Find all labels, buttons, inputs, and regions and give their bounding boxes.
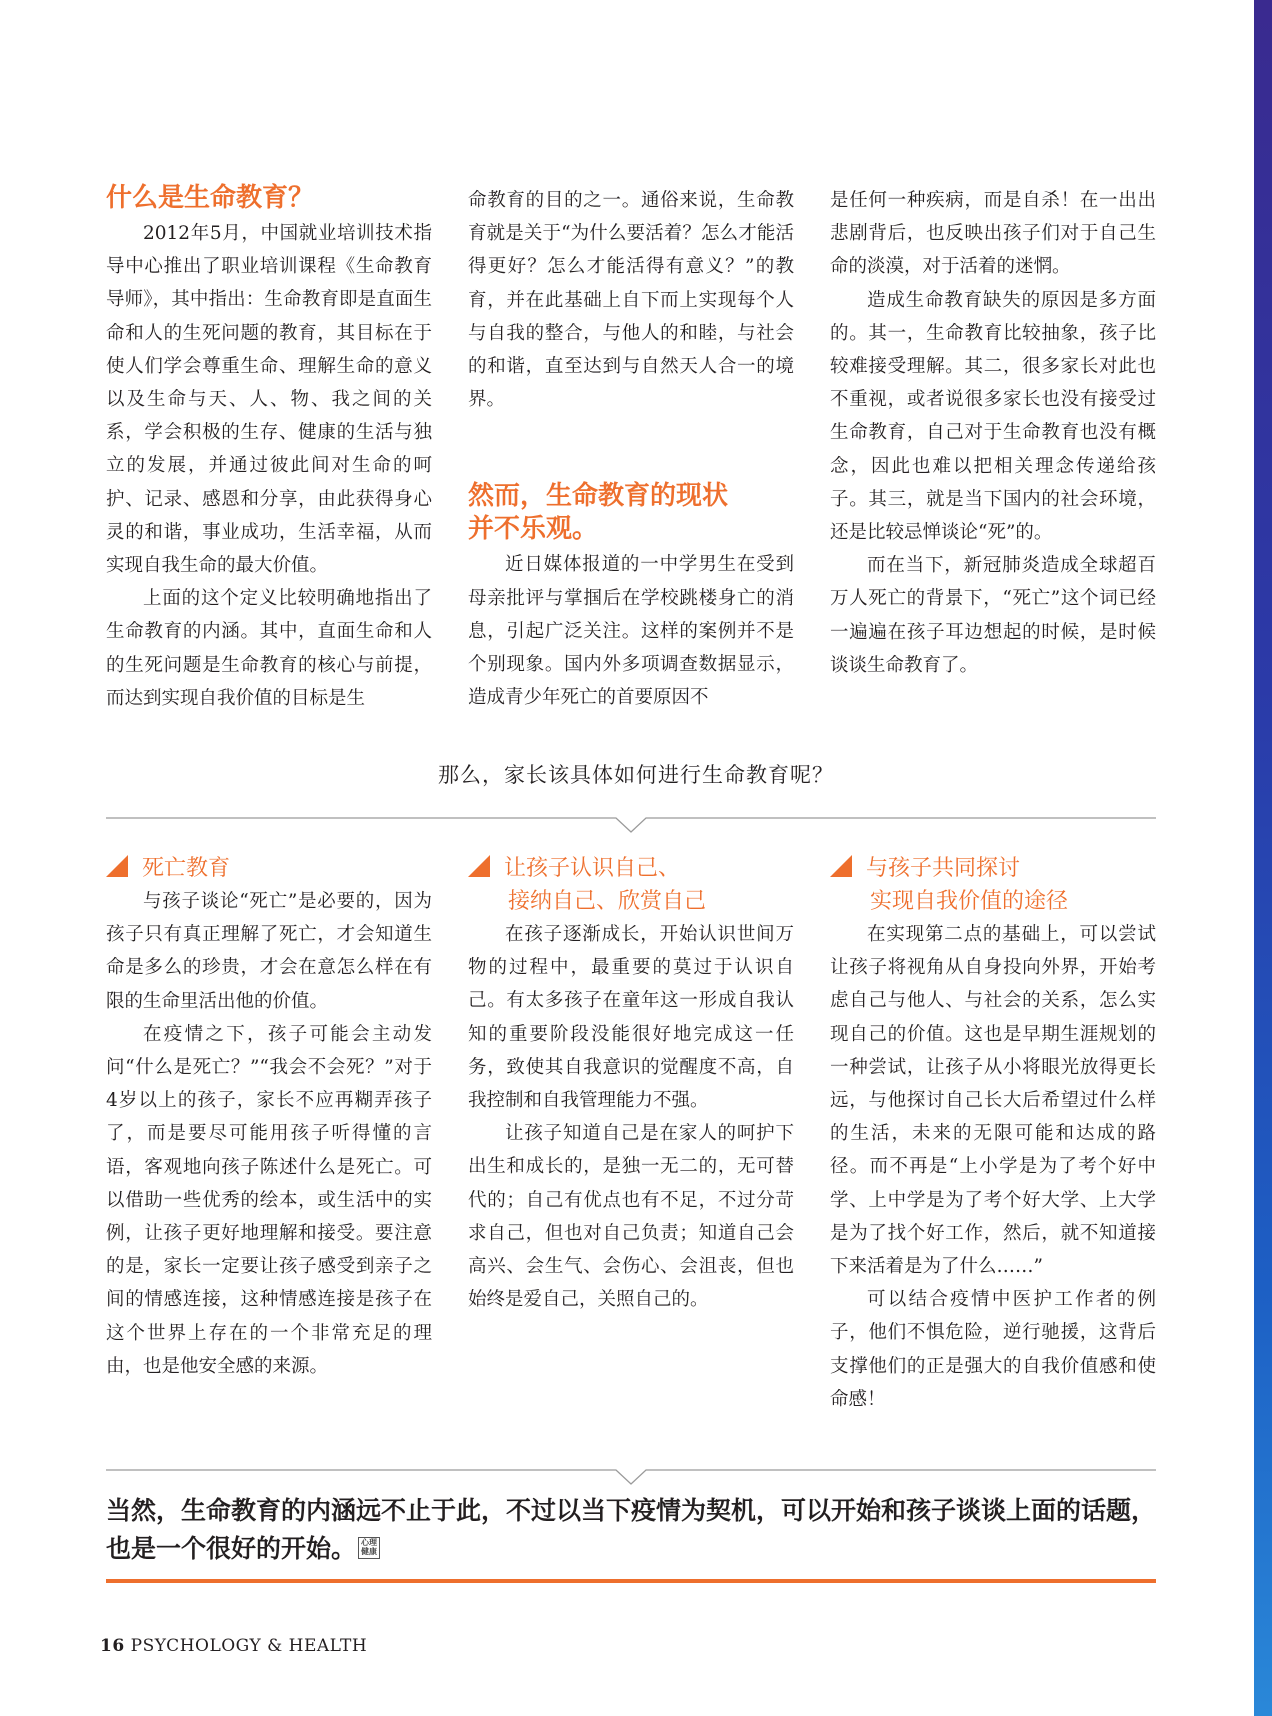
paragraph: 在实现第二点的基础上，可以尝试让孩子将视角从自身投向外界，开始考虑自己与他人、与社会的关系，怎么实现自己的价值。这也是早期生涯规划的一种尝试，让孩子从小将眼光放得更长远，与他探讨自己长大后希望过什么样的生活，未来的无限可能和达成的路径。而不再是“上小学是为了考个好中学、上中学是为了考个好大学、上大学是为了找个好工作，然后，就不知道接下来活着是为了什么……” [830,924,1156,1278]
divider-with-pointer [106,810,1156,840]
tip-title-line2: 接纳自己、欣赏自己 [508,889,707,914]
magazine-name: PSYCHOLOGY & HEALTH [130,1636,368,1656]
triangle-bullet-icon [468,855,490,877]
paragraph: 造成生命教育缺失的原因是多方面的。其一，生命教育比较抽象，孩子比较难接受理解。其二，很多家长对此也不重视，或者说很多家长也没有接受过生命教育，自己对于生命教育也没有概念，因此也难以把相关理念传递给孩子。其三，就是当下国内的社会环境，还是比较忌惮谈论“死”的。 [830,289,1156,544]
column-1 [106,182,432,715]
closing-text: 当然，生命教育的内涵远不止于此，不过以当下疫情为契机，可以开始和孩子谈谈上面的话题，也是一个很好的开始。 [106,1496,1157,1563]
tip-title-line2: 实现自我价值的途径 [870,889,1069,914]
end-seal-icon: 心理健康 [358,1537,380,1559]
side-color-bar [1254,0,1272,1716]
section-heading-status-line1: 然而，生命教育的现状 [468,481,729,512]
tip-title-text: 让孩子认识自己、 [504,856,681,881]
column-3 [830,184,1156,682]
triangle-bullet-icon [106,855,128,877]
section-heading-status-line2: 并不乐观。 [468,514,599,545]
paragraph: 在孩子逐渐成长，开始认识世间万物的过程中，最重要的莫过于认识自己。有太多孩子在童年这一形成自我认知的重要阶段没能很好地完成这一任务，致使其自我意识的觉醒度不高，自我控制和自我管理能力不强。 [468,924,794,1112]
closing-statement [106,1492,1156,1568]
tip-title [468,852,794,885]
tip-death-education [106,852,432,1383]
tip-know-yourself [468,852,794,1316]
paragraph: 近日媒体报道的一中学男生在受到母亲批评与掌掴后在学校跳楼身亡的消息，引起广泛关注。这样的案例并不是个别现象。国内外多项调查数据显示，造成青少年死亡的首要原因不 [468,554,794,709]
tip-title [106,852,432,885]
tip-title-text: 死亡教育 [142,856,231,881]
paragraph: 2012年5月，中国就业培训技术指导中心推出了职业培训课程《生命教育导师》，其中指出：生命教育即是直面生命和人的生死问题的教育，其目标在于使人们学会尊重生命、理解生命的意义以及生命与天、人、物、我之间的关系，学会积极的生存、健康的生活与独立的发展，并通过彼此间对生命的呵护、记录、感恩和分享，由此获得身心灵的和谐，事业成功，生活幸福，从而实现自我生命的最大价值。 [106,223,432,577]
divider-with-pointer-bottom [106,1462,1156,1492]
paragraph: 而在当下，新冠肺炎造成全球超百万人死亡的背景下，“死亡”这个词已经一遍遍在孩子耳边想起的时候，是时候谈谈生命教育了。 [830,555,1156,676]
triangle-bullet-icon [830,855,852,877]
paragraph: 命教育的目的之一。通俗来说，生命教育就是关于“为什么要活着？怎么才能活得更好？怎么才能活得有意义？”的教育，并在此基础上自下而上实现每个人与自我的整合，与他人的和睦，与社会的和谐，直至达到与自然天人合一的境界。 [468,190,794,411]
tip-title [830,852,1156,885]
section-heading-what-is-life-education: 什么是生命教育？ [106,183,315,213]
paragraph: 让孩子知道自己是在家人的呵护下出生和成长的，是独一无二的，无可替代的；自己有优点也有不足，不过分苛求自己，但也对自己负责；知道自己会高兴、会生气、会伤心、会沮丧，但也始终是爱自己，关照自己的。 [468,1123,794,1311]
paragraph: 是任何一种疾病，而是自杀！在一出出悲剧背后，也反映出孩子们对于自己生命的淡漠，对于活着的迷惘。 [830,190,1156,278]
tip-title-text: 与孩子共同探讨 [866,856,1021,881]
column-2 [468,184,794,714]
paragraph: 可以结合疫情中医护工作者的例子，他们不惧危险，逆行驰援，这背后支撑他们的正是强大的自我价值感和使命感！ [830,1289,1156,1410]
question-heading: 那么，家长该具体如何进行生命教育呢？ [438,763,834,787]
tip-self-value [830,852,1156,1416]
page-number: 16 [100,1636,125,1656]
bottom-orange-rule [106,1579,1156,1583]
paragraph: 上面的这个定义比较明确地指出了生命教育的内涵。其中，直面生命和人的生死问题是生命教育的核心与前提，而达到实现自我价值的目标是生 [106,588,432,709]
paragraph: 在疫情之下，孩子可能会主动发问“什么是死亡？”“我会不会死？”对于4岁以上的孩子，家长不应再糊弄孩子了，而是要尽可能用孩子听得懂的言语，客观地向孩子陈述什么是死亡。可以借助一些优秀的绘本，或生活中的实例，让孩子更好地理解和接受。要注意的是，家长一定要让孩子感受到亲子之间的情感连接，这种情感连接是孩子在这个世界上存在的一个非常充足的理由，也是他安全感的来源。 [106,1023,432,1377]
paragraph: 与孩子谈论“死亡”是必要的，因为孩子只有真正理解了死亡，才会知道生命是多么的珍贵，才会在意怎么样在有限的生命里活出他的价值。 [106,891,432,1012]
page-footer [100,1636,367,1656]
